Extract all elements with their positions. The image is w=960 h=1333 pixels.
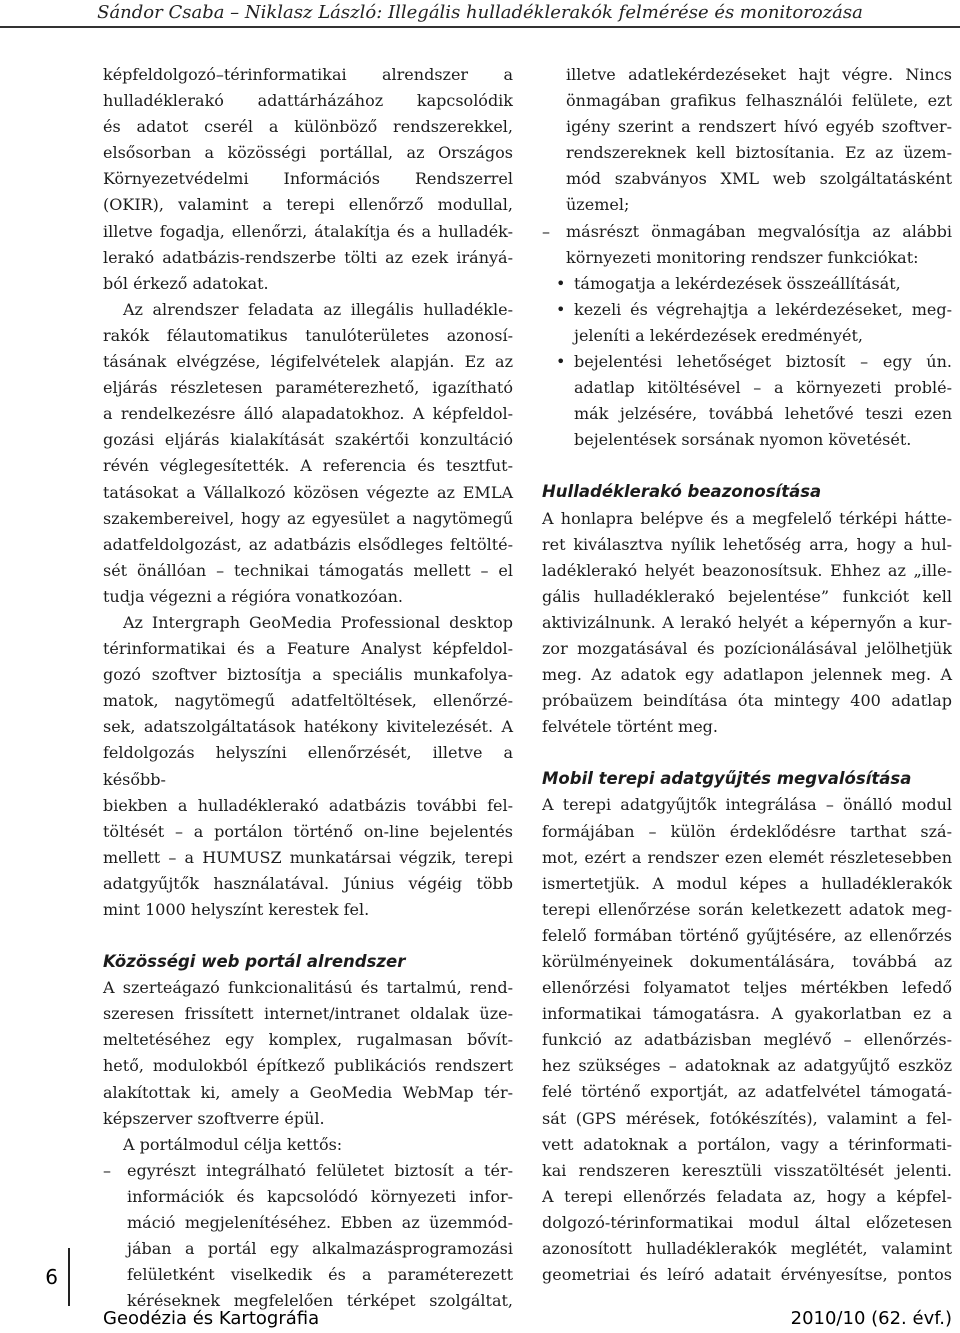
paragraph: [103, 975, 513, 1132]
text-line: képszerver szoftverre épül.: [103, 1108, 325, 1128]
page-number: 6: [0, 1248, 70, 1306]
text-line: sek, adatszolgáltatások hatékony kivitelezését. A: [103, 717, 513, 737]
text-line: • kezeli és végrehajtja a lekérdezéseket, meg-: [574, 297, 952, 323]
text-line: dolgozó-térinformatikai modul által előzetesen: [542, 1212, 952, 1232]
text-line: illetve adatlekérdezéseket hajt végre. Nincs: [566, 65, 952, 84]
text-line: töltését – a portálon történő on-line bejelentés: [103, 821, 513, 841]
text-line: térinformatikai és a Feature Analyst képfeldol-: [103, 639, 513, 659]
text-line: bejelentések sorsának nyomon követését.: [574, 430, 912, 450]
text-line: geometriai és leíró adatait érvényesítse, pontos: [542, 1265, 952, 1285]
text-line: adatfeldolgozást, az adatbázis elsődleges feltölté-: [103, 534, 513, 554]
text-line: meg. Az adatok egy adatlapon jelennek meg. A: [542, 665, 952, 685]
text-line: (OKIR), valamint a terepi ellenőrző modullal,: [103, 195, 513, 215]
text-line: sét önállóan – technikai támogatás mellett – el: [103, 560, 513, 580]
text-line: szeresen frissített internet/intranet oldalak üze-: [103, 1004, 513, 1024]
text-line: – másrészt önmagában megvalósítja az alábbi: [566, 219, 952, 245]
text-line: ellenőrzési folyamatot teljes mértékben lefedő: [542, 978, 952, 998]
text-line: adatgyűjtők használatával. Június végéig több: [103, 873, 513, 893]
text-line: körülményeinek dokumentálására, továbbá az: [542, 952, 952, 971]
issue-info: 2010/10 (62. évf.): [790, 1308, 952, 1329]
text-line: ból érkező adatokat.: [103, 273, 269, 293]
bullet-list-item: [542, 297, 952, 349]
paragraph: [542, 792, 952, 1288]
text-line: vett adatoknak a portálon, vagy a térinformati-: [542, 1134, 952, 1154]
text-line: • támogatja a lekérdezések összeállítását,: [574, 271, 952, 297]
right-column: [542, 62, 952, 1288]
text-line: matok, nagytömegű adatfeltöltések, ellenőrzé-: [103, 691, 513, 711]
text-line: mint 1000 helyszínt kerestek fel.: [103, 900, 370, 919]
text-line: tásának elvégzése, légifelvételek alapján. Ez az: [103, 352, 513, 372]
text-line: sát (GPS mérések, fotókészítés), valamint a fel-: [542, 1108, 952, 1128]
text-line: formájában – külön érdeklődésre tarthat szá-: [542, 821, 952, 841]
dash-list-item: [542, 219, 952, 271]
text-line: zor mozgatásával és pozícionálásával jelölhetjük: [542, 638, 952, 658]
text-line: felelő formában történő gyűjtésére, az ellenőrzés: [542, 925, 952, 945]
text-line: eljárás részletesen paraméterezhető, igazítható: [103, 378, 513, 398]
text-line: képfeldolgozó–térinformatikai alrendszer a: [103, 65, 513, 84]
text-line: rakók félautomatikus tanulóterületes azonosí-: [103, 325, 513, 345]
paragraph: [542, 506, 952, 741]
text-line: aktivizálnunk. A lerakó helyét a képernyőn a kur-: [542, 612, 952, 632]
text-line: gozó szoftver biztosítja a speciális munkafolya-: [103, 665, 513, 685]
text-line: biekben a hulladéklerakó adatbázis további fel-: [103, 795, 513, 815]
text-line: Környezetvédelmi Információs Rendszerrel: [103, 169, 513, 189]
text-line: meltetéséhez egy komplex, rugalmasan bővít-: [103, 1030, 513, 1050]
text-line: elsősorban a közösségi portállal, az Országos: [103, 143, 513, 163]
text-line: azonosított hulladéklerakók meglétét, valamint: [542, 1239, 952, 1259]
text-line: alakítottak ki, amely a GeoMedia WebMap tér-: [103, 1082, 513, 1102]
text-line: jeleníti a lekérdezések eredményét,: [574, 325, 863, 345]
bullet-list-item: [542, 349, 952, 453]
text-line: informatikai támogatásra. A gyakorlatban ez a: [542, 1004, 952, 1024]
text-line: A szerteágazó funkcionalitású és tartalmú, rend-: [103, 978, 513, 998]
text-line: mód szabványos XML web szolgáltatásként: [566, 169, 952, 189]
text-line: A portálmodul célja kettős:: [123, 1134, 343, 1154]
text-line: ret kiválasztva nyílik lehetőség arra, hogy a hul-: [542, 534, 952, 554]
dash-list-item-continued: [542, 62, 952, 219]
text-line: A terepi ellenőrzés feladata az, hogy a képfel-: [542, 1186, 952, 1206]
text-line: a rendelkezésre álló alapadatokhoz. A képfeldol-: [103, 404, 513, 424]
text-line: A honlapra belépve és a megfelelő térképi hátte-: [542, 508, 952, 528]
text-line: lerakó adatbázis-rendszerbe tölti az ezek irányá-: [103, 247, 513, 267]
text-line: próbaüzem beindítása óta mintegy 400 adatlap: [542, 691, 952, 711]
text-line: hez szükséges – adatoknak az adatgyűjtő eszköz: [542, 1056, 952, 1076]
text-line: terepi ellenőrzése során keletkezett adatok meg-: [542, 899, 952, 919]
paragraph: [103, 62, 513, 297]
section-heading: Közösségi web portál alrendszer: [103, 952, 406, 972]
text-line: környezeti monitoring rendszer funkciókat:: [566, 247, 919, 267]
text-line: mák jelzésére, továbbá lehetővé teszi ezen: [574, 404, 952, 424]
text-line: gális hulladéklerakó bejelentése” funkciót kell: [542, 586, 952, 606]
text-line: révén véglegesítették. A referencia és tesztfut-: [103, 456, 513, 476]
text-line: üzemel;: [566, 195, 630, 215]
left-column: [103, 62, 513, 1314]
text-line: illetve fogadja, ellenőrzi, átalakítja és a hulladék-: [103, 221, 513, 241]
dash-list-item: [103, 1158, 513, 1315]
text-line: feldolgozás helyszíni ellenőrzését, illetve a később-: [103, 743, 513, 789]
text-line: igény szerint a rendszert hívó egyéb szoftver-: [566, 117, 952, 137]
text-line: Az alrendszer feladata az illegális hulladékle-: [123, 299, 513, 319]
text-line: funkció az adatbázisban meglévő – ellenőrzés-: [542, 1030, 952, 1050]
text-line: felé történő exportját, az adatfelvétel támogatá-: [542, 1082, 952, 1102]
journal-name: Geodézia és Kartográfia: [103, 1308, 320, 1329]
text-line: hulladéklerakó adattárházához kapcsolódik: [103, 91, 513, 111]
text-line: információk és kapcsolódó környezeti infor-: [127, 1186, 513, 1206]
text-line: adatlap kitöltésével – a környezeti problé-: [574, 378, 952, 398]
text-line: A terepi adatgyűjtők integrálása – önálló modul: [542, 795, 952, 815]
text-line: kéréseknek megfelelően térképet szolgáltat,: [127, 1291, 513, 1311]
paragraph: [103, 297, 513, 610]
bullet-list-item: [542, 271, 952, 297]
text-line: tatásokat a Vállalkozó közösen végezte az EMLA: [103, 482, 513, 502]
text-line: felvétele történt meg.: [542, 717, 718, 737]
text-line: kai rendszeren keresztüli visszatöltését jelenti.: [542, 1160, 952, 1180]
paragraph: [103, 1132, 513, 1158]
running-header: Sándor Csaba – Niklasz László: Illegális hulladéklerakók felmérése és monitorozása: [0, 0, 960, 28]
text-line: tudja végezni a régióra vonatkozóan.: [103, 586, 403, 606]
paragraph: [103, 610, 513, 923]
text-line: máció megjelenítéséhez. Ebben az üzemmód-: [127, 1213, 513, 1233]
text-line: ladéklerakó helyét beazonosítsuk. Ehhez az „ille-: [542, 560, 952, 580]
text-line: mellett – a HUMUSZ munkatársai végzik, terepi: [103, 847, 513, 867]
text-line: önmagában grafikus felhasználói felülete, ezt: [566, 91, 952, 111]
text-line: mot, ezért a rendszer ezen elemét részletesebben: [542, 847, 952, 867]
text-line: rendszereknek kell biztosítania. Ez az üzem-: [566, 143, 952, 163]
section-heading: Hulladéklerakó beazonosítása: [542, 482, 822, 502]
text-line: ismertetjük. A modul képes a hulladéklerakók: [542, 873, 952, 893]
text-line: • bejelentési lehetőséget biztosít – egy ún.: [574, 349, 952, 375]
text-line: és adatot cserél a különböző rendszerekkel,: [103, 117, 513, 137]
text-line: – egyrészt integrálható felületet biztosít a tér-: [127, 1158, 513, 1184]
text-line: jában a portál egy alkalmazásprogramozási: [127, 1239, 513, 1259]
text-line: felületként viselkedik és a paraméterezett: [127, 1265, 513, 1285]
text-line: hető, modulokból építkező publikációs rendszert: [103, 1056, 513, 1076]
text-line: szakembereivel, hogy az egyesület a nagytömegű: [103, 508, 513, 528]
section-heading: Mobil terepi adatgyűjtés megvalósítása: [542, 769, 912, 789]
text-line: gozási eljárás kialakítását szakértői konzultáció: [103, 430, 513, 450]
text-line: Az Intergraph GeoMedia Professional desktop: [123, 612, 513, 632]
